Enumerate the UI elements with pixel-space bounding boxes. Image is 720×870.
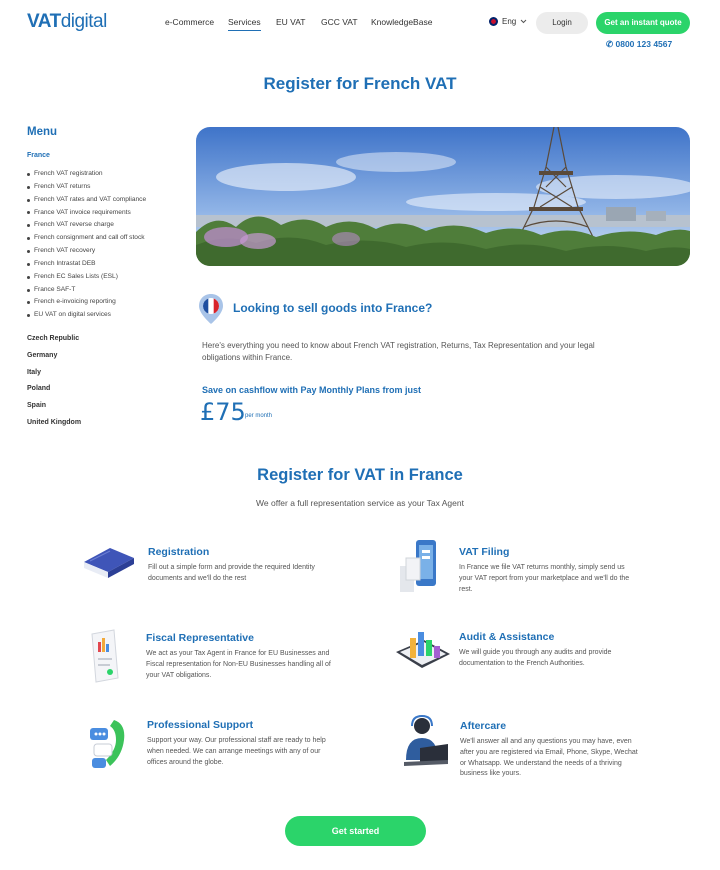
sidebar-country[interactable]: Czech Republic [27, 335, 80, 342]
document-chart-icon [88, 628, 122, 689]
service-desc-vat-filing: In France we file VAT returns monthly, simply send us your VAT report from your marketplace and we'll do the rest. [459, 564, 630, 593]
sidebar-country[interactable]: Italy [27, 368, 42, 376]
phone-link[interactable] [606, 39, 672, 50]
language-selector[interactable] [489, 17, 527, 26]
sidebar-country[interactable]: Spain [27, 402, 47, 410]
page-title: Register for French VAT [263, 74, 457, 93]
book-icon [80, 544, 136, 585]
service-title-fiscal-representative: Fiscal Representative [146, 632, 254, 644]
nav-services[interactable]: Services [228, 17, 261, 31]
service-desc-registration: Fill out a simple form and provide the required Identity documents and we'll do the rest [148, 564, 315, 582]
sidebar-item[interactable]: French VAT reverse charge [27, 219, 146, 232]
cashflow-text: Save on cashflow with Pay Monthly Plans from just [202, 385, 422, 395]
service-desc-aftercare: We'll answer all and any questions you may have, even after you are registered via Email, Phone, Skype, Wechat or Whatsapp. We understand the needs of a thriving business like yours. [460, 738, 638, 778]
sidebar-country[interactable]: United Kingdom [27, 418, 82, 426]
sidebar-item[interactable]: France SAF-T [27, 284, 146, 297]
nav-ecommerce[interactable]: e-Commerce [165, 17, 215, 27]
sidebar-country[interactable]: Germany [27, 351, 58, 359]
service-title-aftercare: Aftercare [460, 720, 507, 732]
sidebar-item[interactable]: French Intrastat DEB [27, 258, 146, 271]
sidebar-item[interactable]: French e-invoicing reporting [27, 296, 146, 309]
nav-eu-vat[interactable]: EU VAT [276, 17, 306, 27]
sidebar-item[interactable]: EU VAT on digital services [27, 309, 146, 322]
nav-gcc-vat[interactable]: GCC VAT [321, 17, 358, 27]
instant-quote-button[interactable]: Get an instant quote [596, 12, 690, 34]
support-agent-icon [402, 714, 450, 771]
price-value: £75 [200, 398, 246, 426]
sidebar-item[interactable]: French consignment and call off stock [27, 232, 146, 245]
sidebar-country-france[interactable]: France [27, 152, 50, 159]
uk-flag-icon [489, 17, 498, 26]
phone-number: 0800 123 4567 [615, 39, 673, 49]
phone-filing-icon [398, 538, 442, 599]
site-logo[interactable] [27, 11, 107, 33]
nav-knowledgebase[interactable]: KnowledgeBase [371, 17, 433, 27]
sidebar-item[interactable]: French VAT registration [27, 168, 146, 181]
sidebar-title: Menu [27, 126, 58, 138]
register-title: Register for VAT in France [257, 466, 463, 484]
intro-description: Here's everything you need to know about French VAT registration, Returns, Tax Representation and your legal obligations within France. [202, 341, 595, 362]
service-desc-fiscal-representative: We act as your Tax Agent in France for EU Businesses and Fiscal representation for Non-EU Businesses handling all of your VAT obligations. [146, 650, 331, 679]
phone-icon: ✆ [606, 39, 614, 49]
language-label: Eng [502, 17, 517, 26]
service-desc-audit-assistance: We will guide you through any audits and provide documentation to the French Authorities. [459, 649, 612, 667]
service-title-vat-filing: VAT Filing [459, 546, 510, 558]
service-title-registration: Registration [148, 546, 210, 558]
sidebar-item[interactable]: French VAT rates and VAT compliance [27, 194, 146, 207]
sidebar-item[interactable]: French EC Sales Lists (ESL) [27, 271, 146, 284]
chevron-down-icon [520, 19, 527, 24]
login-button[interactable]: Login [536, 12, 588, 34]
sidebar-item[interactable]: France VAT invoice requirements [27, 207, 146, 220]
register-subtitle: We offer a full representation service as your Tax Agent [256, 498, 464, 508]
service-title-professional-support: Professional Support [147, 719, 254, 731]
phone-chat-icon [88, 716, 128, 775]
france-pin-icon [199, 294, 223, 329]
logo-bold: VAT [27, 11, 61, 32]
service-title-audit-assistance: Audit & Assistance [459, 631, 555, 643]
sidebar-item[interactable]: French VAT returns [27, 181, 146, 194]
logo-light: digital [60, 11, 107, 32]
intro-title: Looking to sell goods into France? [233, 301, 433, 315]
sidebar-france-list [27, 168, 146, 322]
sidebar-item[interactable]: French VAT recovery [27, 245, 146, 258]
sidebar-country[interactable]: Poland [27, 385, 51, 393]
price-period: per month [245, 413, 273, 419]
sidebar-country-list [27, 333, 81, 434]
get-started-button[interactable]: Get started [285, 816, 426, 846]
service-desc-professional-support: Support your way. Our professional staff are ready to help when needed. We can arrange meetings with any of our offices around the globe. [147, 737, 326, 766]
audit-chart-icon [394, 626, 452, 677]
paris-hero-image [196, 127, 690, 266]
